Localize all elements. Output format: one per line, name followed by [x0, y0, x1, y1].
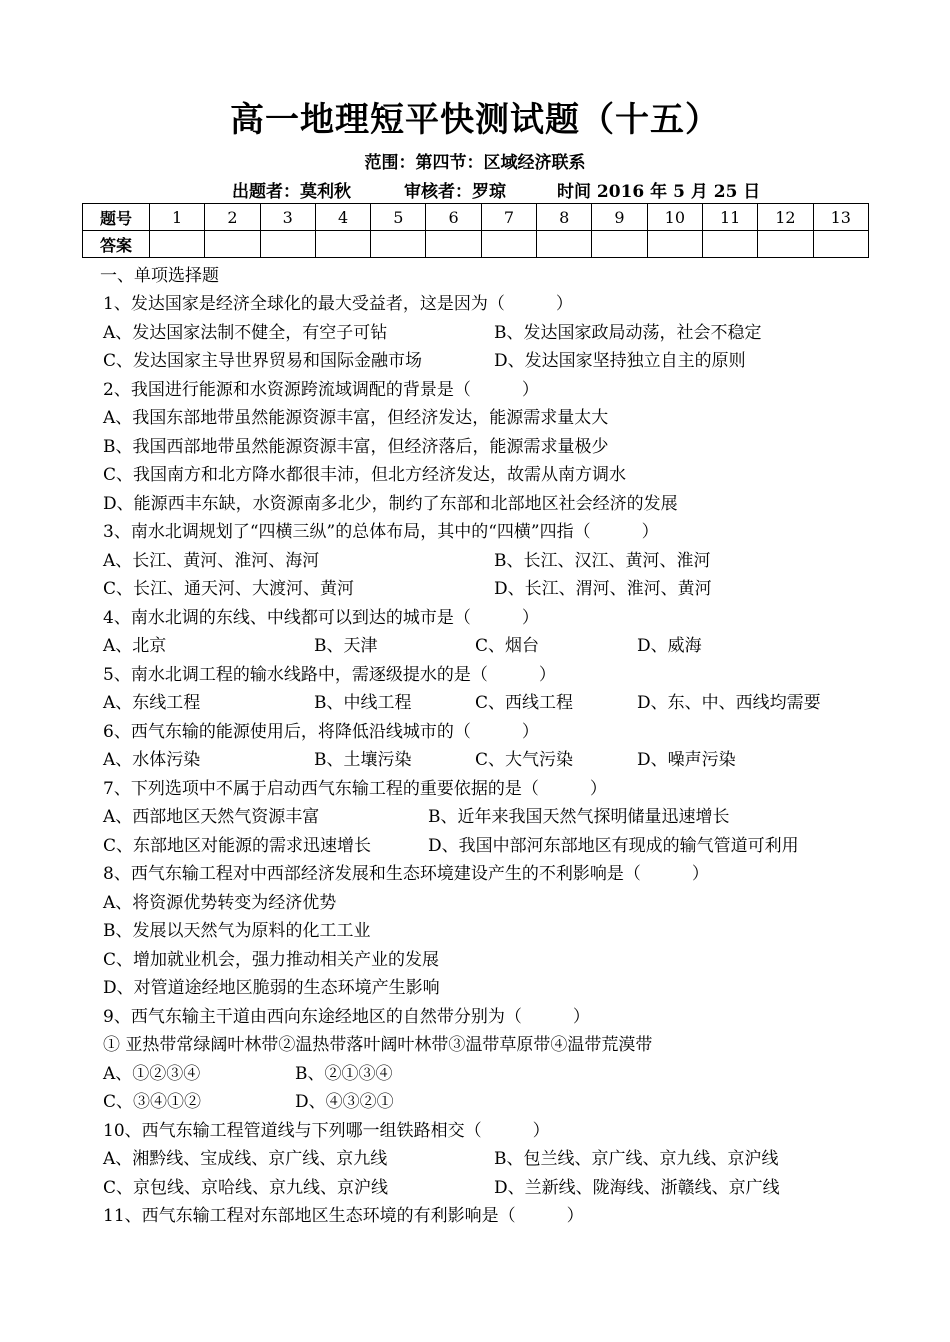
answer-cell[interactable]	[426, 231, 481, 258]
answer-cell[interactable]	[592, 231, 647, 258]
option-text: D、噪声污染	[637, 750, 736, 770]
question-line: ① 亚热带常绿阔叶林带②温热带落叶阔叶林带③温带草原带④温带荒漠带	[103, 1035, 653, 1055]
question-line: D、对管道途经地区脆弱的生态环境产生影响	[103, 978, 440, 998]
option-text: D、④③②①	[295, 1092, 394, 1112]
question-number-cell: 3	[260, 204, 315, 231]
question-line: B、发展以天然气为原料的化工工业	[103, 921, 371, 941]
answer-cell[interactable]	[702, 231, 757, 258]
option-text: D、发达国家坚持独立自主的原则	[494, 351, 746, 371]
answer-row	[83, 231, 869, 258]
option-text: D、兰新线、陇海线、浙赣线、京广线	[494, 1178, 780, 1198]
option-text: B、包兰线、京广线、京九线、京沪线	[494, 1149, 779, 1169]
answer-cell[interactable]	[315, 231, 370, 258]
answer-cell[interactable]	[371, 231, 426, 258]
option-text: C、烟台	[475, 636, 540, 656]
option-text: D、威海	[637, 636, 702, 656]
question-line: A、长江、黄河、淮河、海河	[103, 551, 320, 571]
question-line: 1、发达国家是经济全球化的最大受益者，这是因为（ ）	[103, 294, 573, 314]
question-number-cell: 4	[315, 204, 370, 231]
question-number-cell: 7	[481, 204, 536, 231]
answer-cell[interactable]	[813, 231, 868, 258]
question-line: A、西部地区天然气资源丰富	[103, 807, 320, 827]
date-label: 时间 2016 年 5 月 25 日	[557, 182, 761, 202]
option-text: D、我国中部河东部地区有现成的输气管道可利用	[428, 836, 799, 856]
question-line: A、将资源优势转变为经济优势	[103, 893, 337, 913]
question-number-cell: 9	[592, 204, 647, 231]
question-line: 10、西气东输工程管道线与下列哪一组铁路相交（ ）	[103, 1121, 550, 1141]
author-label: 出题者：莫利秋	[232, 182, 351, 202]
question-line: 7、下列选项中不属于启动西气东输工程的重要依据的是（ ）	[103, 779, 607, 799]
question-line: C、我国南方和北方降水都很丰沛，但北方经济发达，故需从南方调水	[103, 465, 627, 485]
question-line: C、增加就业机会，强力推动相关产业的发展	[103, 950, 440, 970]
question-line: C、长江、通天河、大渡河、黄河	[103, 579, 355, 599]
answer-cell[interactable]	[647, 231, 702, 258]
question-line: A、水体污染	[103, 750, 201, 770]
question-line: 8、西气东输工程对中西部经济发展和生态环境建设产生的不利影响是（ ）	[103, 864, 709, 884]
question-number-cell: 11	[702, 204, 757, 231]
question-line: A、北京	[103, 636, 167, 656]
answer-cell[interactable]	[537, 231, 592, 258]
question-number-cell: 2	[205, 204, 260, 231]
option-text: C、西线工程	[475, 693, 574, 713]
option-text: B、发达国家政局动荡，社会不稳定	[494, 323, 762, 343]
question-line: 4、南水北调的东线、中线都可以到达的城市是（ ）	[103, 608, 539, 628]
question-number-row	[83, 204, 869, 231]
question-line: 11、西气东输工程对东部地区生态环境的有利影响是（ ）	[103, 1206, 584, 1226]
question-line: A、湘黔线、宝成线、京广线、京九线	[103, 1149, 388, 1169]
question-line: B、我国西部地带虽然能源资源丰富，但经济落后，能源需求量极少	[103, 437, 609, 457]
option-text: D、东、中、西线均需要	[637, 693, 821, 713]
question-line: A、发达国家法制不健全，有空子可钻	[103, 323, 388, 343]
question-number-cell: 12	[758, 204, 813, 231]
question-number-cell: 13	[813, 204, 868, 231]
question-line: C、京包线、京哈线、京九线、京沪线	[103, 1178, 389, 1198]
question-line: 2、我国进行能源和水资源跨流域调配的背景是（ ）	[103, 380, 539, 400]
option-text: B、②①③④	[295, 1064, 393, 1084]
question-line: C、发达国家主导世界贸易和国际金融市场	[103, 351, 423, 371]
answer-cell[interactable]	[481, 231, 536, 258]
option-text: B、土壤污染	[314, 750, 412, 770]
question-line: C、东部地区对能源的需求迅速增长	[103, 836, 372, 856]
question-number-label: 题号	[83, 204, 150, 231]
question-line: 5、南水北调工程的输水线路中，需逐级提水的是（ ）	[103, 665, 556, 685]
option-text: B、天津	[314, 636, 378, 656]
answer-table	[82, 203, 869, 258]
option-text: B、近年来我国天然气探明储量迅速增长	[428, 807, 730, 827]
option-text: B、长江、汉江、黄河、淮河	[494, 551, 711, 571]
question-number-cell: 10	[647, 204, 702, 231]
option-text: C、大气污染	[475, 750, 574, 770]
page-title: 高一地理短平快测试题（十五）	[230, 100, 720, 140]
question-line: C、③④①②	[103, 1092, 202, 1112]
question-line: A、东线工程	[103, 693, 201, 713]
section-heading: 一、单项选择题	[100, 266, 219, 286]
question-number-cell: 8	[537, 204, 592, 231]
answer-cell[interactable]	[758, 231, 813, 258]
option-text: D、长江、渭河、淮河、黄河	[494, 579, 712, 599]
reviewer-label: 审核者：罗琼	[404, 182, 506, 202]
question-number-cell: 6	[426, 204, 481, 231]
answer-label: 答案	[83, 231, 150, 258]
question-number-cell: 1	[150, 204, 205, 231]
question-line: 6、西气东输的能源使用后，将降低沿线城市的（ ）	[103, 722, 539, 742]
question-line: 9、西气东输主干道由西向东途经地区的自然带分别为（ ）	[103, 1007, 590, 1027]
question-line: A、①②③④	[103, 1064, 201, 1084]
option-text: B、中线工程	[314, 693, 412, 713]
answer-cell[interactable]	[150, 231, 205, 258]
scope-line: 范围：第四节：区域经济联系	[364, 153, 586, 173]
answer-cell[interactable]	[205, 231, 260, 258]
answer-cell[interactable]	[260, 231, 315, 258]
question-line: A、我国东部地带虽然能源资源丰富，但经济发达，能源需求量太大	[103, 408, 609, 428]
question-line: 3、南水北调规划了“四横三纵”的总体布局，其中的“四横”四指（ ）	[103, 522, 659, 542]
question-number-cell: 5	[371, 204, 426, 231]
question-line: D、能源西丰东缺，水资源南多北少，制约了东部和北部地区社会经济的发展	[103, 494, 678, 514]
